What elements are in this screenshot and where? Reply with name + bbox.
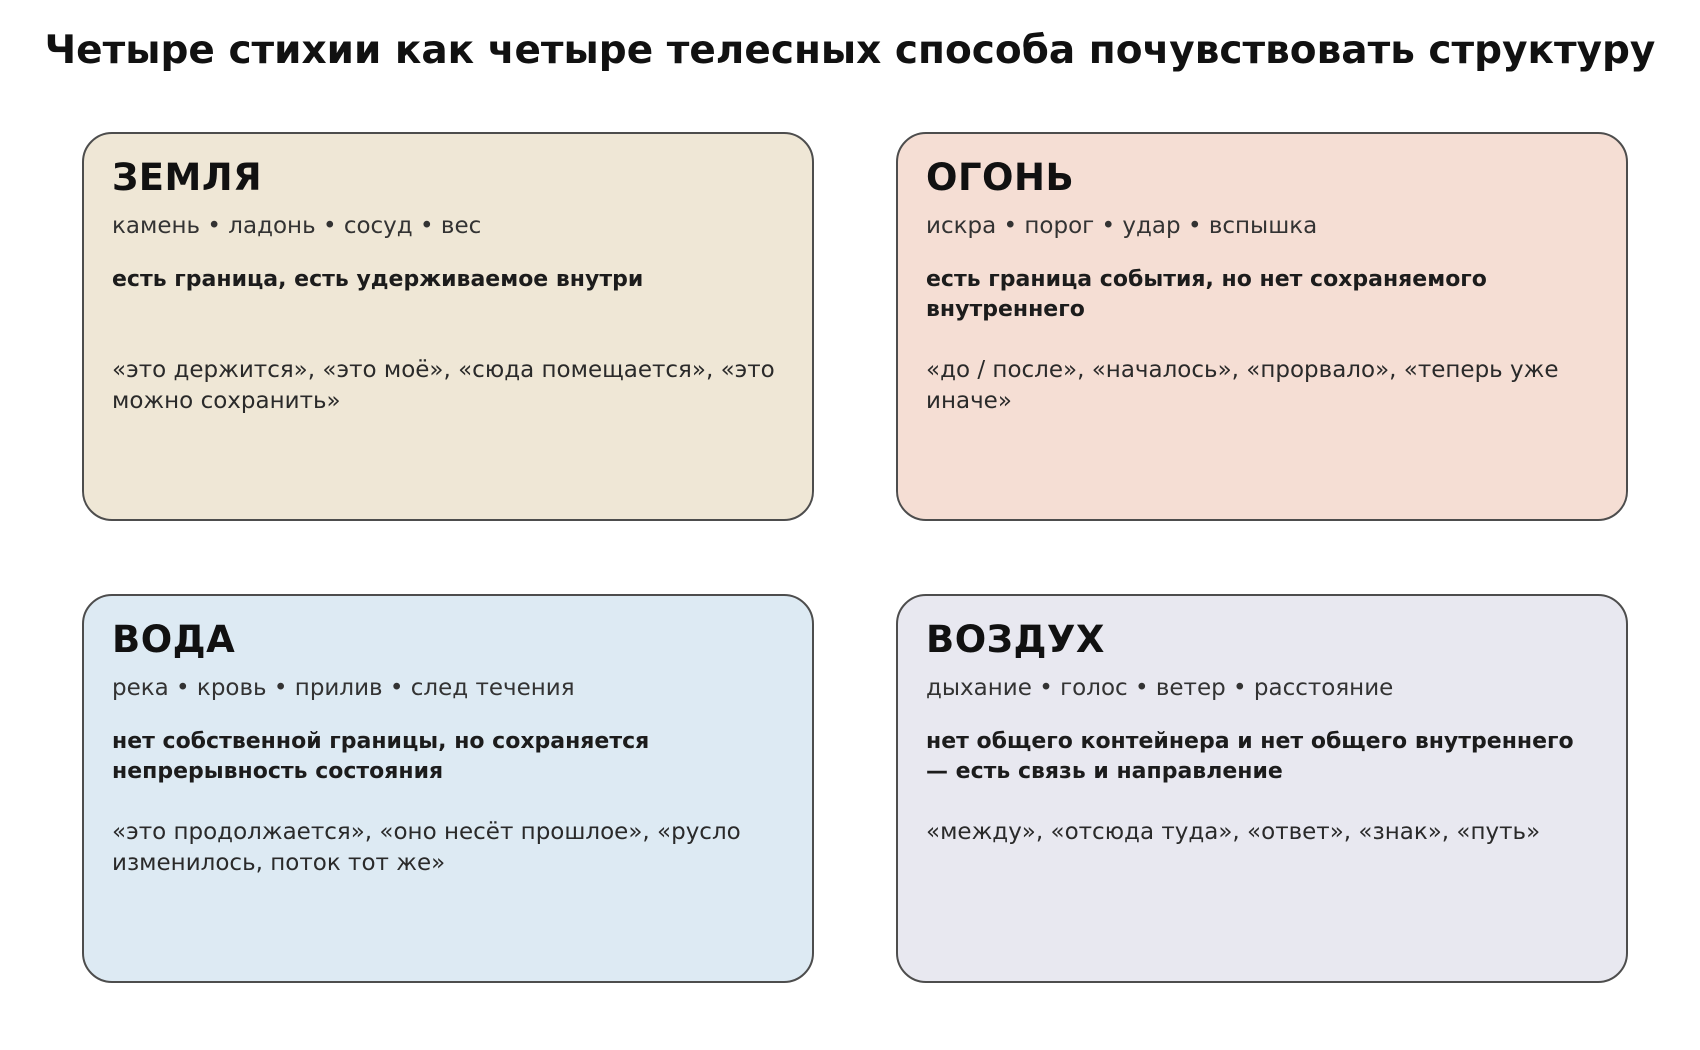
card-fire-phrases: «до / после», «началось», «прорвало», «теперь уже иначе»: [926, 357, 1559, 414]
card-water-name: ВОДА: [112, 618, 236, 661]
card-earth-principle: есть граница, есть удерживаемое внутри: [112, 267, 644, 292]
card-earth-name: ЗЕМЛЯ: [112, 156, 263, 199]
card-fire: [896, 132, 1628, 521]
card-fire-name: ОГОНЬ: [926, 156, 1075, 199]
card-air-phrases: «между», «отсюда туда», «ответ», «знак», «путь»: [926, 819, 1541, 845]
card-water: [82, 594, 814, 983]
card-water-images: река • кровь • прилив • след течения: [112, 675, 575, 701]
card-water-principle: нет собственной границы, но сохраняется непрерывность состояния: [112, 729, 650, 784]
card-air-principle: нет общего контейнера и нет общего внутреннего — есть связь и направление: [926, 729, 1574, 784]
card-fire-images: искра • порог • удар • вспышка: [926, 213, 1318, 239]
card-earth: [82, 132, 814, 521]
card-air-name: ВОЗДУХ: [926, 618, 1105, 661]
card-fire-principle: есть граница события, но нет сохраняемого внутреннего: [926, 267, 1487, 322]
card-earth-phrases: «это держится», «это моё», «сюда помещается», «это можно сохранить»: [112, 357, 775, 414]
page-title: Четыре стихии как четыре телесных способа почувствовать структуру: [44, 28, 1656, 73]
card-water-phrases: «это продолжается», «оно несёт прошлое», «русло изменилось, поток тот же»: [112, 819, 741, 876]
card-earth-images: камень • ладонь • сосуд • вес: [112, 213, 482, 239]
card-air: [896, 594, 1628, 983]
card-air-images: дыхание • голос • ветер • расстояние: [926, 675, 1394, 701]
